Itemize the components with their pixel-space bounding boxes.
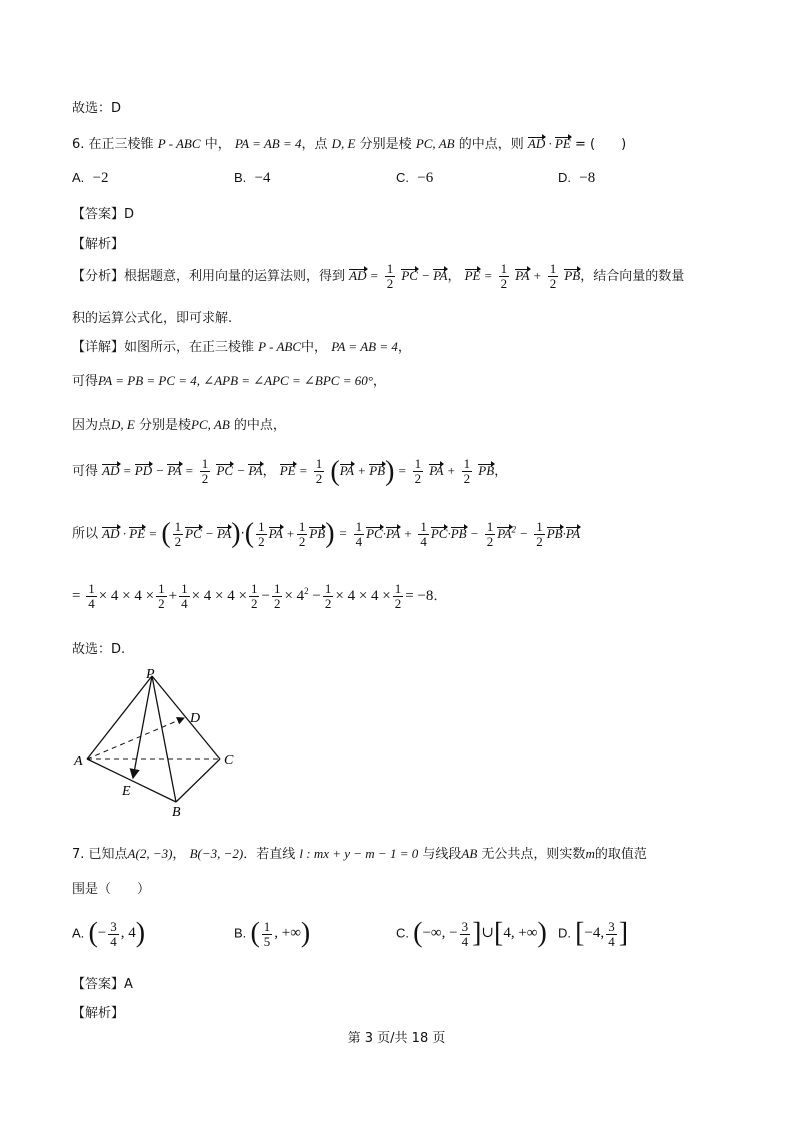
label-p: P: [146, 667, 155, 682]
vector-ad: [87, 718, 184, 759]
label-e: E: [122, 784, 131, 799]
q6-xiangjie-line2: 可得PA = PB = PC = 4, ∠APB = ∠APC = ∠BPC = 60°，: [72, 373, 386, 389]
edge-pb: [152, 676, 176, 802]
q5-conclusion: 故选：D: [72, 101, 122, 116]
q7-option-d: D. [−4, $\frac{3}{4}$ ]: [558, 918, 629, 949]
q7-stem-line1: 7. 已知点A(2, −3)， B(−3, −2)．若直线 l : mx + y − m − 1 = 0 与线段AB 无公共点，则实数m的取值范: [72, 846, 647, 862]
q6-final-expression: = $\frac{1}{4}$ × 4 × 4 × $\frac{1}{2}$ + $\frac{1}{4}$ × 4 × 4 × $\frac{1}{2}$ − $\frac{1}{2}$ × $4^2$ − $\frac{1}{2}$ × 4 × 4 × $\frac{1}{2}$ = −8．: [72, 581, 447, 611]
q6-option-b: B. −4: [234, 170, 271, 186]
q6-analysis-label: 【解析】: [72, 237, 125, 252]
edge-pc: [152, 676, 220, 759]
edge-pa: [87, 676, 152, 759]
q6-xiangjie-line5: 所以 AD · PE = ( $\frac{1}{2}$ PC − PA)·( $\frac{1}{2}$ PA + $\frac{1}{2}$ PB) = $\frac{1}{4}$ PC·PA + $\frac{1}{4}$ PC·PB − $\frac{1}{2}$ $PA^2$ − $\frac{1}{2}$ PB·PA: [72, 518, 581, 549]
label-b: B: [172, 805, 181, 816]
q7-option-a: A. (− $\frac{3}{4}$ , 4): [72, 918, 146, 949]
q6-xiangjie-line3: 因为点D, E 分别是棱PC, AB 的中点，: [72, 417, 286, 433]
page-footer: 第 3 页/共 18 页: [347, 1031, 446, 1046]
q7-option-c: C. (−∞, − $\frac{3}{4}$ ]∪[4, +∞): [396, 918, 547, 949]
tetrahedron-figure: [72, 666, 252, 816]
q6-xiangjie-line1: 【详解】如图所示，在正三棱锥 P - ABC中， PA = AB = 4，: [72, 339, 411, 355]
q7-answer: 【答案】A: [72, 977, 133, 992]
q6-option-d: D. −8: [558, 170, 596, 186]
label-a: A: [74, 754, 83, 769]
q6-xiangjie-line4: 可得 AD = PD − PA = $\frac{1}{2}$ PC − PA， PE = $\frac{1}{2}$ (PA + PB) = $\frac{1}{2}$ PA + $\frac{1}{2}$ PB，: [72, 455, 508, 487]
q6-guxuan: 故选：D.: [72, 642, 126, 657]
q7-option-b: B. ( $\frac{1}{5}$ , +∞): [234, 918, 311, 949]
vector-pe: [133, 676, 152, 778]
q6-fenxi-line2: 积的运算公式化，即可求解.: [72, 311, 233, 326]
q6-option-c: C. −6: [396, 170, 434, 186]
label-c: C: [224, 753, 234, 768]
edge-bc: [176, 759, 220, 802]
q6-fenxi-line1: 【分析】根据题意，利用向量的运算法则，得到 AD = $\frac{1}{2}$ PC − PA， PE = $\frac{1}{2}$ PA + $\frac{1}{2}$ PB，结合向量的数量: [72, 261, 685, 291]
edge-ab: [87, 759, 176, 802]
q7-analysis-label: 【解析】: [72, 1006, 125, 1021]
q6-answer: 【答案】D: [72, 207, 135, 222]
q6-stem: 6. 在正三棱锥 P - ABC 中， PA = AB = 4，点 D, E 分别是棱 PC, AB 的中点，则 AD · PE = ( ): [72, 136, 627, 152]
q7-stem-line2: 围是（ ）: [72, 882, 151, 897]
label-d: D: [190, 711, 201, 726]
q6-option-a: A. −2: [72, 170, 109, 186]
